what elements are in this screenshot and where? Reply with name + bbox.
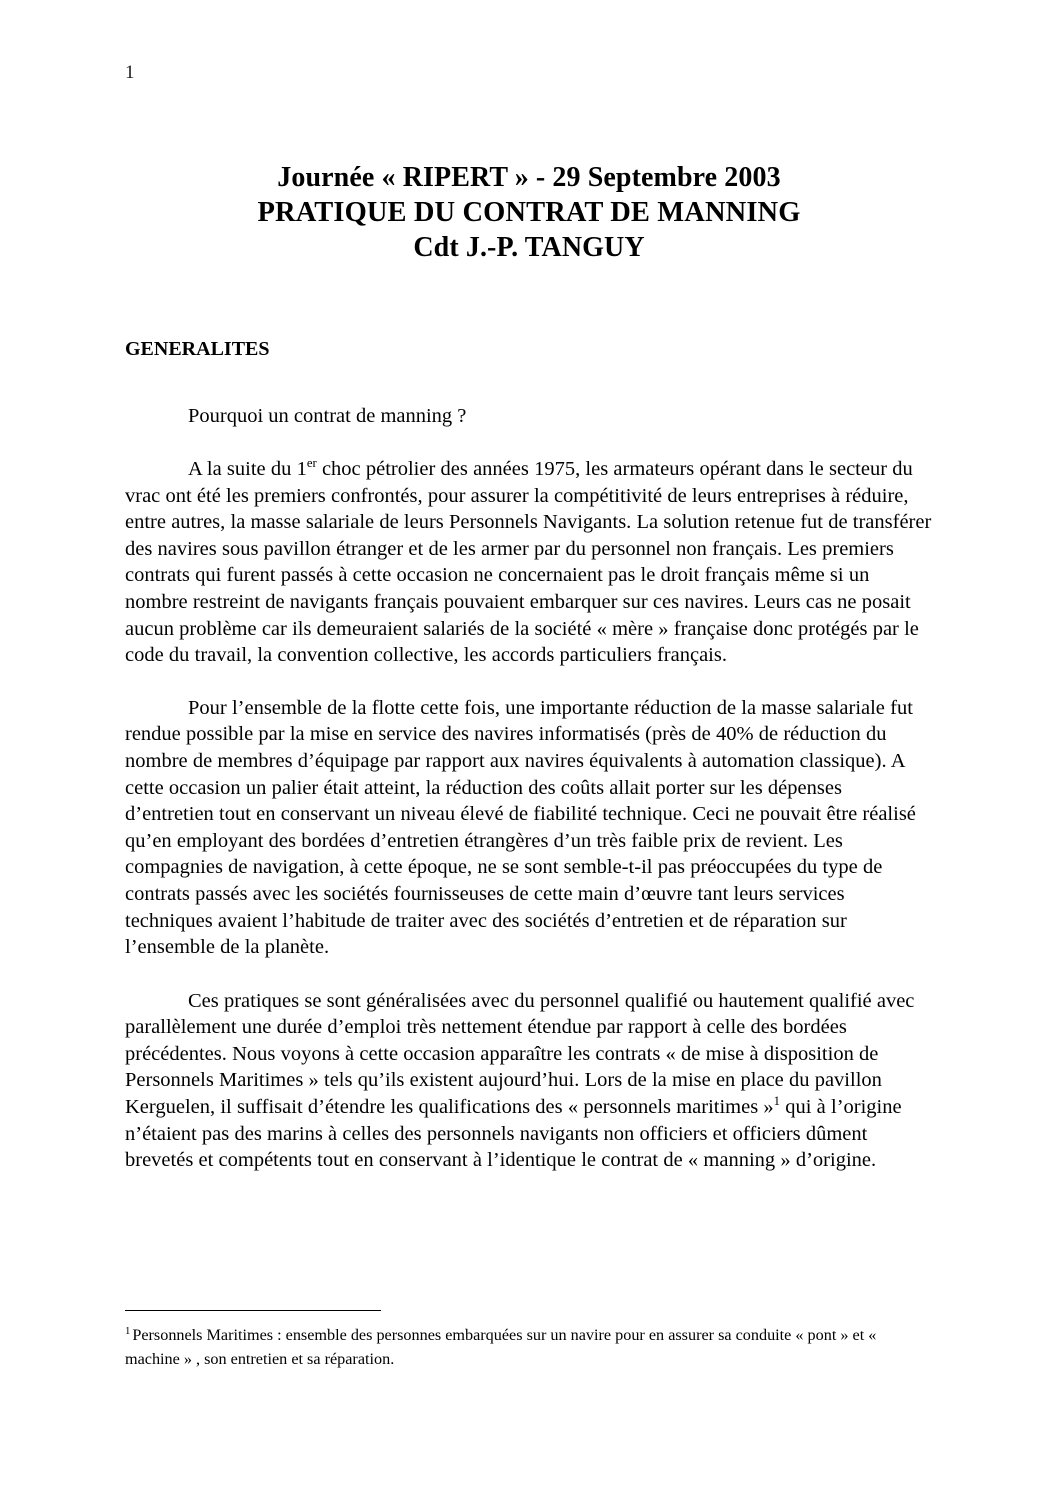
document-content: [125, 160, 933, 1174]
title-line-3: Cdt J.-P. TANGUY: [413, 232, 645, 263]
footnote-number-marker: 1: [125, 1324, 131, 1337]
document-title: [125, 160, 933, 265]
body-paragraph-1: [125, 430, 933, 669]
footnote-entry: [125, 1323, 933, 1371]
page-number: 1: [125, 62, 135, 83]
section-heading-generalites: GENERALITES: [125, 338, 270, 360]
footnote-text: Personnels Maritimes : ensemble des personnes embarquées sur un navire pour en assurer sa conduite « pont » et « machine » , son entretien et sa réparation.: [125, 1326, 877, 1368]
paragraph-3-text-before-footnote: Ces pratiques se sont généralisées avec du personnel qualifié ou hautement qualifié avec parallèlement une durée d’emploi très nettement étendue par rapport à celle des bordées précédentes. Nous voyons à cette occasion apparaître les contrats « de mise à disposition de Personnels Maritimes » tels qu’ils existent aujourd’hui. Lors de la mise en place du pavillon Kerguelen, il suffisait d’étendre les qualifications des « personnels maritimes »: [125, 989, 915, 1119]
footnote-separator-rule: [125, 1310, 381, 1311]
footnote-area: [125, 1310, 933, 1371]
paragraph-3-text-after-footnote: qui à l’origine n’étaient pas des marins à celles des personnels navigants non officiers et officiers dûment brevetés et compétents tout en conservant à l’identique le contrat de « manning » d’origine.: [125, 1096, 902, 1172]
footnote-reference-marker[interactable]: 1: [773, 1094, 781, 1109]
ordinal-superscript: er: [306, 456, 317, 471]
paragraph-1-text-before-superscript: A la suite du 1: [188, 458, 307, 480]
body-paragraph-2: Pour l’ensemble de la flotte cette fois, une importante réduction de la masse salariale fut rendue possible par la mise en service des navires informatisés (près de 40% de réduction du nombre de membres d’équipage par rapport aux navires équivalents à automation classique). A cette occasion un palier était atteint, la réduction des coûts allait porter sur les dépenses d’entretien tout en conservant un niveau élevé de fiabilité technique. Ceci ne pouvait être réalisé qu’en employant des bordées d’entretien étrangères d’un très faible prix de revient. Les compagnies de navigation, à cette époque, ne se sont semble-t-il pas préoccupées du type de contrats passés avec les sociétés fournisseuses de cette main d’œuvre tant leurs services techniques avaient l’habitude de traiter avec des sociétés d’entretien et de réparation sur l’ensemble de la planète.: [125, 696, 916, 959]
lead-question: Pourquoi un contrat de manning ?: [188, 405, 467, 427]
body-paragraph-3: [125, 961, 933, 1174]
title-line-2: PRATIQUE DU CONTRAT DE MANNING: [257, 197, 801, 228]
title-line-1: Journée « RIPERT » - 29 Septembre 2003: [277, 162, 781, 193]
paragraph-1-text-after-superscript: choc pétrolier des années 1975, les armateurs opérant dans le secteur du vrac ont été les premiers confrontés, pour assurer la compétitivité de leurs entreprises à réduire, entre autres, la masse salariale de leurs Personnels Navigants. La solution retenue fut de transférer des navires sous pavillon étranger et de les armer par du personnel non français. Les premiers contrats qui furent passés à cette occasion ne concernaient pas le droit français même si un nombre restreint de navigants français pouvaient embarquer sur ces navires. Leurs cas ne posait aucun problème car ils demeuraient salariés de la société « mère » française donc protégés par le code du travail, la convention collective, les accords particuliers français.: [125, 458, 932, 667]
